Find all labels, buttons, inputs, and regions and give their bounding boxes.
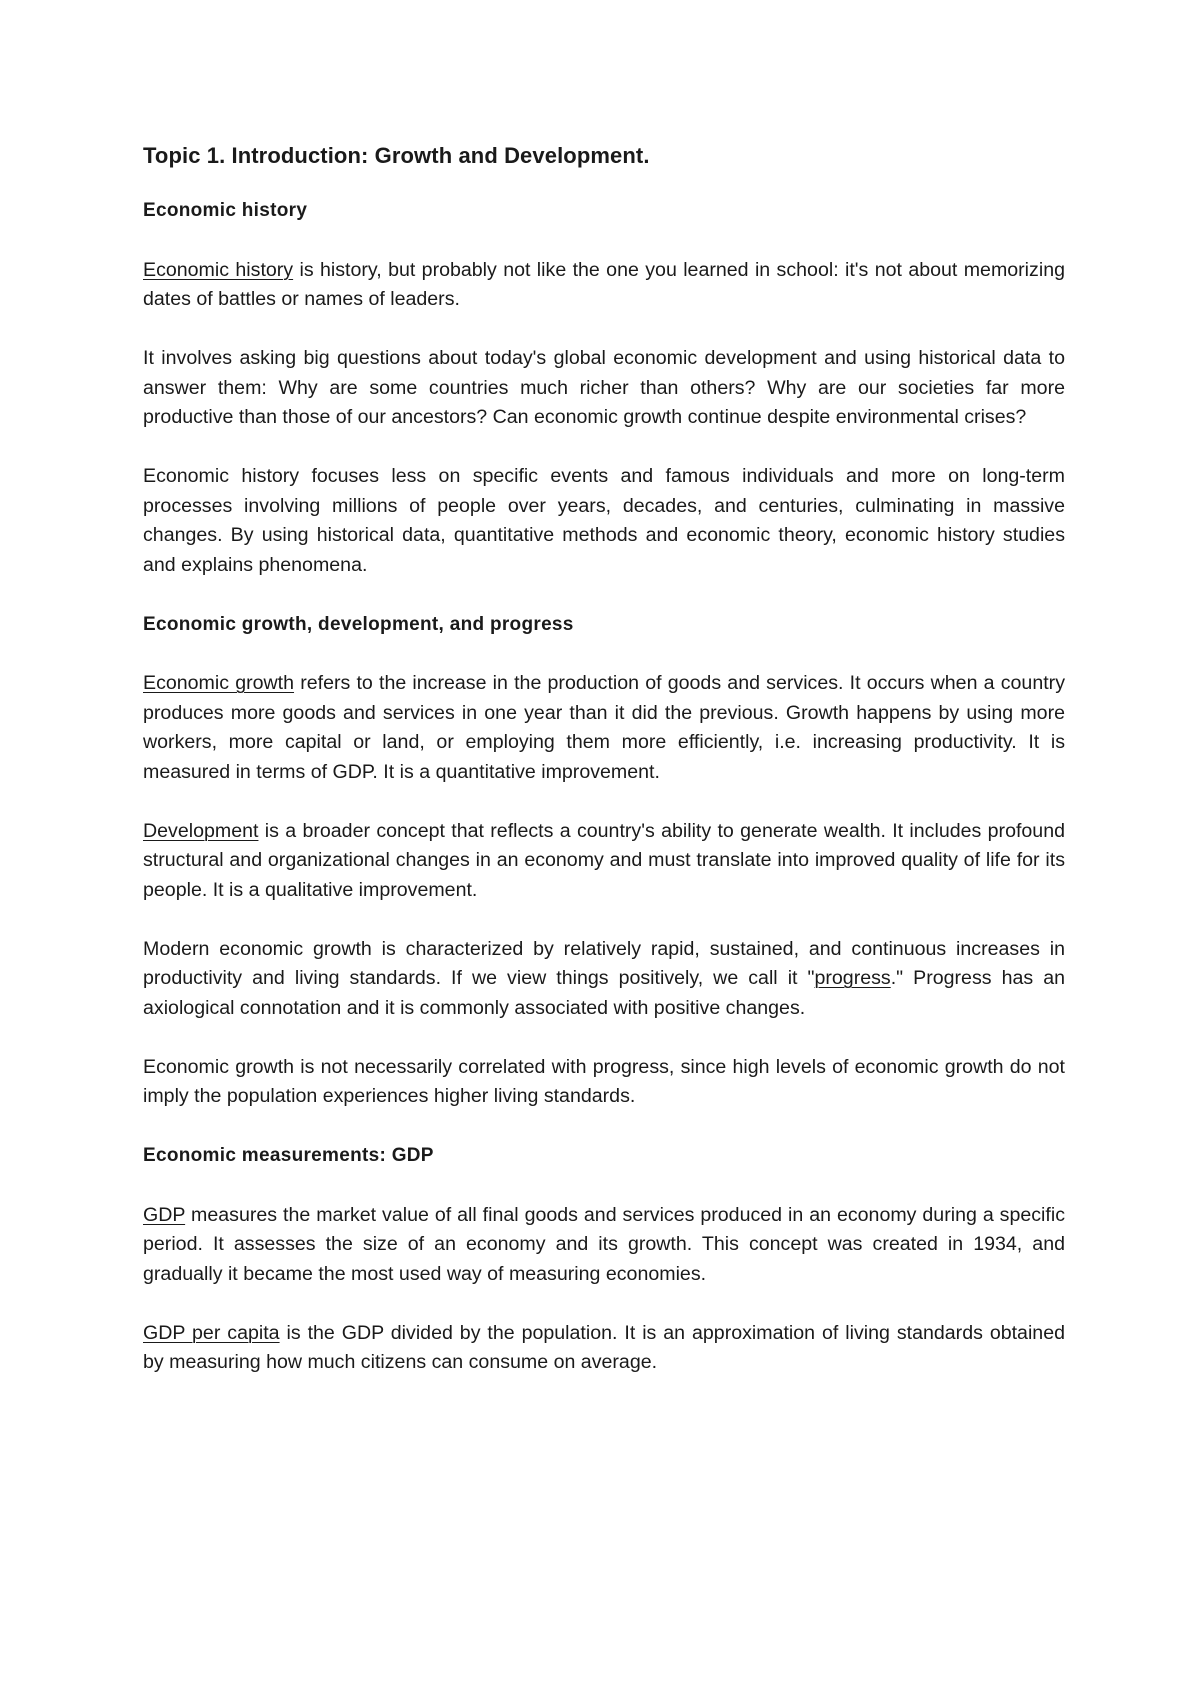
document-title: Topic 1. Introduction: Growth and Development. [143, 143, 650, 168]
term-development: Development [143, 819, 259, 842]
paragraph-text: is history, but probably not like the one you learned in school: it's not about memorizing dates of battles or names of leaders. [143, 258, 1065, 310]
paragraph-text: measures the market value of all final goods and services produced in an economy during a specific period. It assesses the size of an economy and its growth. This concept was created in 1934, and gradually it became the most used way of measuring economies. [143, 1203, 1065, 1285]
paragraph-development-definition [143, 817, 1065, 906]
paragraph-progress-definition [143, 935, 1065, 1024]
term-gdp-per-capita: GDP per capita [143, 1321, 280, 1344]
paragraph-economic-history-definition [143, 256, 1065, 315]
term-gdp: GDP [143, 1203, 186, 1226]
document-page [143, 140, 1065, 1407]
paragraph-long-term-processes: Economic history focuses less on specific events and famous individuals and more on long-term processes involving millions of people over years, decades, and centuries, culminating in massive changes. By using historical data, quantitative methods and economic theory, economic history studies and explains phenomena. [143, 465, 1065, 576]
term-progress: progress [814, 967, 891, 989]
paragraph-text: is the GDP divided by the population. It is an approximation of living standards obtained by measuring how much citizens can consume on average. [143, 1321, 1066, 1373]
term-economic-history: Economic history [143, 258, 294, 281]
paragraph-text: Modern economic growth is characterized by relatively rapid, sustained, and continuous increases in productivity and living standards. If we view things positively, we call it " [143, 937, 1065, 989]
paragraph-text: refers to the increase in the production of goods and services. It occurs when a country produces more goods and services in one year than it did the previous. Growth happens by using more workers, more capital or land, or employing them more efficiently, i.e. increasing productivity. It is measured in terms of GDP. It is a quantitative improvement. [143, 672, 1065, 783]
section-heading-economic-measurements: Economic measurements: GDP [143, 1145, 434, 1166]
paragraph-growth-vs-progress: Economic growth is not necessarily correlated with progress, since high levels of economic growth do not imply the population experiences higher living standards. [143, 1055, 1065, 1107]
section-heading-growth-development-progress: Economic growth, development, and progress [143, 613, 574, 635]
paragraph-text: ." Progress has an axiological connotation and it is commonly associated with positive changes. [143, 967, 1065, 1019]
term-economic-growth: Economic growth [143, 672, 295, 694]
paragraph-economic-growth-definition [143, 669, 1065, 787]
paragraph-gdp-per-capita-definition [143, 1319, 1065, 1378]
paragraph-big-questions: It involves asking big questions about today's global economic development and using historical data to answer them: Why are some countries much richer than others? Why are our societies far more productive than those of our ancestors? Can economic growth continue despite environmental crises? [143, 347, 1065, 428]
section-heading-economic-history: Economic history [143, 200, 308, 221]
paragraph-gdp-definition [143, 1201, 1065, 1290]
paragraph-text: is a broader concept that reflects a country's ability to generate wealth. It includes profound structural and organizational changes in an economy and must translate into improved quality of life for its people. It is a qualitative improvement. [143, 819, 1065, 901]
